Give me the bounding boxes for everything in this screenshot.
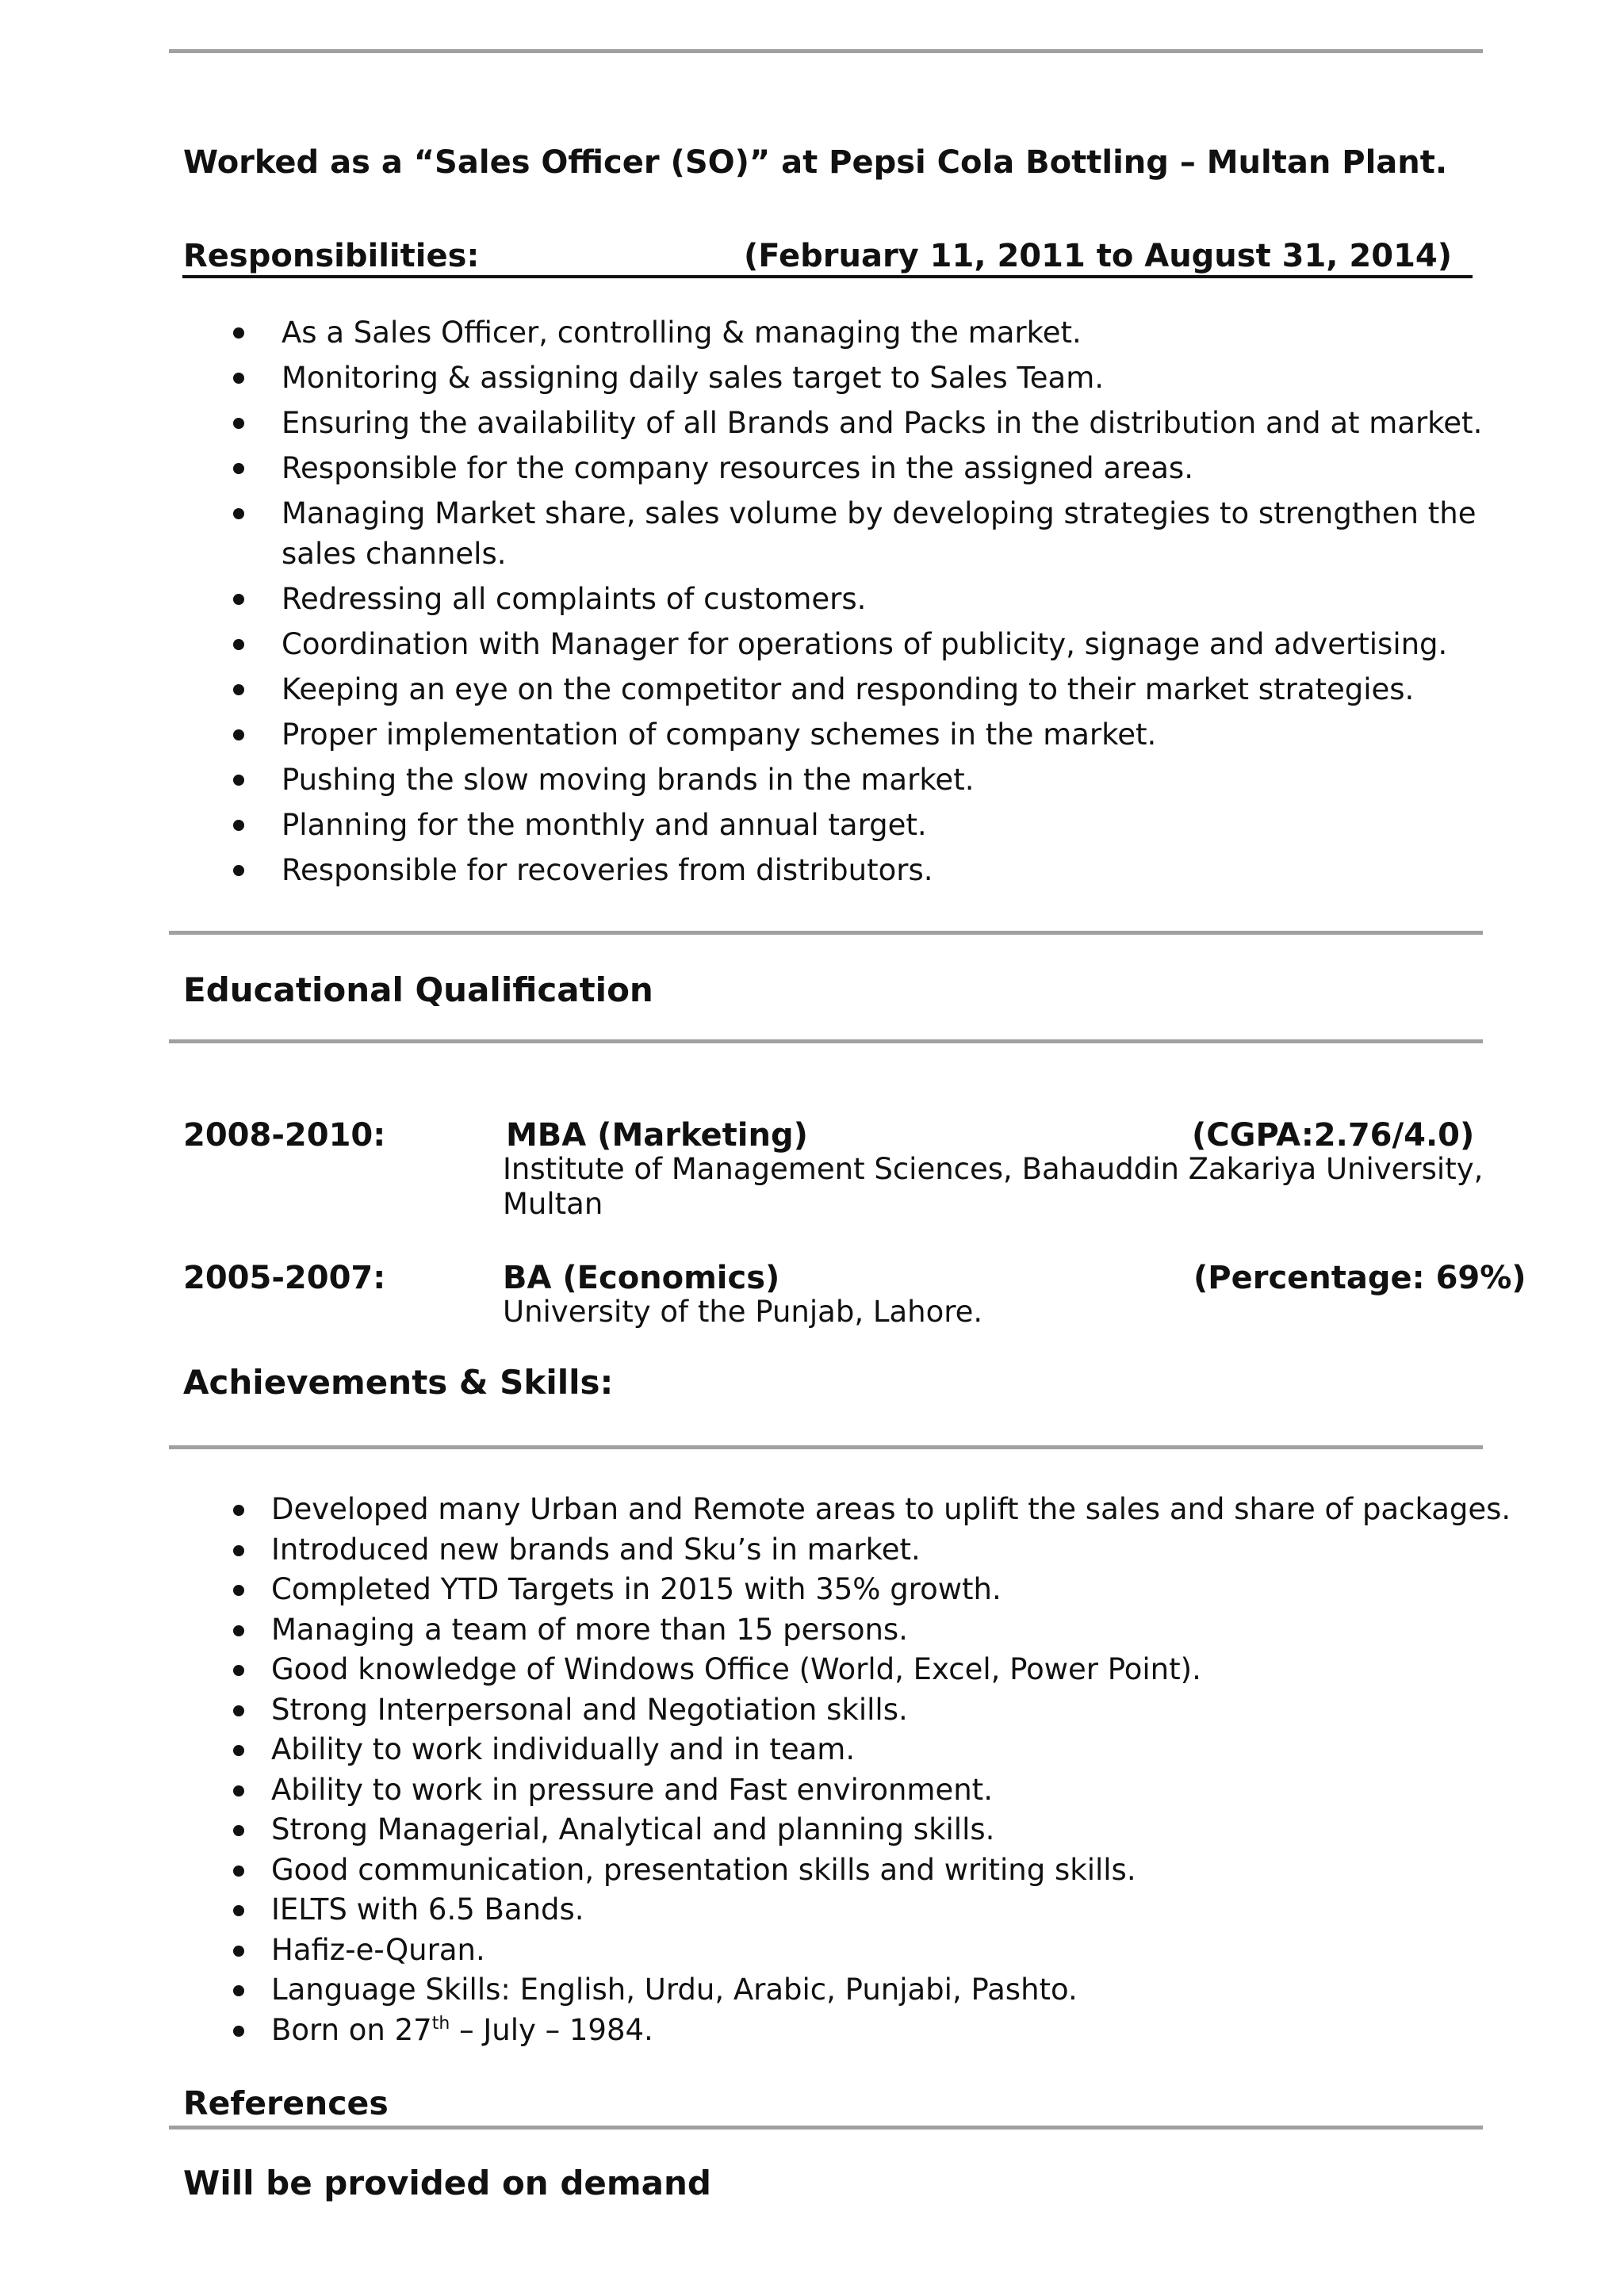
education-institute: Institute of Management Sciences, Bahauddin Zakariya University, (503, 1152, 1484, 1186)
birthdate-prefix: Born on 27 (271, 2012, 432, 2047)
education-heading: Educational Qualification (183, 970, 653, 1009)
list-item: Coordination with Manager for operations of publicity, signage and advertising. (282, 624, 1487, 664)
list-item: Introduced new brands and Sku’s in market. (271, 1530, 1461, 1571)
experience-title: Worked as a “Sales Officer (SO)” at Pepsi Cola Bottling – Multan Plant. (183, 144, 1448, 181)
education-score: (CGPA:2.76/4.0) (1192, 1117, 1475, 1154)
list-item: Proper implementation of company schemes in the market. (282, 714, 1487, 755)
birthdate-ordinal: th (431, 2013, 450, 2034)
education-degree: MBA (Marketing) (506, 1117, 808, 1154)
list-item: Keeping an eye on the competitor and responding to their market strategies. (282, 669, 1487, 710)
list-item: Good communication, presentation skills and writing skills. (271, 1850, 1461, 1891)
list-item: Completed YTD Targets in 2015 with 35% growth. (271, 1570, 1461, 1610)
section-divider (169, 2126, 1483, 2130)
education-degree: BA (Economics) (503, 1260, 780, 1296)
list-item: Responsible for recoveries from distributors. (282, 850, 1487, 890)
list-item: Ability to work individually and in team. (271, 1730, 1461, 1770)
list-item: Ensuring the availability of all Brands and Packs in the distribution and at market. (282, 403, 1487, 443)
list-item: Ability to work in pressure and Fast environment. (271, 1770, 1461, 1811)
birthdate-suffix: – July – 1984. (450, 2012, 653, 2047)
references-heading: References (183, 2084, 389, 2122)
section-divider (169, 931, 1483, 935)
list-item: IELTS with 6.5 Bands. (271, 1890, 1461, 1931)
list-item: Hafiz-e-Quran. (271, 1931, 1461, 1971)
top-divider (169, 49, 1483, 53)
list-item: Managing a team of more than 15 persons. (271, 1610, 1461, 1651)
education-years: 2005-2007: (183, 1260, 386, 1296)
list-item: Strong Managerial, Analytical and planning skills. (271, 1810, 1461, 1850)
list-item: As a Sales Officer, controlling & managing the market. (282, 312, 1487, 353)
responsibilities-label: Responsibilities: (183, 238, 480, 274)
list-item-birthdate (271, 2011, 1461, 2051)
list-item: Good knowledge of Windows Office (World, Excel, Power Point). (271, 1650, 1461, 1690)
list-item: Managing Market share, sales volume by developing strategies to strengthen the sales channels. (282, 493, 1487, 574)
skills-heading: Achievements & Skills: (183, 1363, 614, 1402)
responsibilities-list (282, 312, 1487, 895)
education-institute: University of the Punjab, Lahore. (503, 1295, 983, 1329)
list-item: Planning for the monthly and annual target. (282, 805, 1487, 845)
education-years: 2008-2010: (183, 1117, 386, 1154)
section-divider (169, 1039, 1483, 1043)
list-item: Redressing all complaints of customers. (282, 579, 1487, 619)
list-item: Monitoring & assigning daily sales target to Sales Team. (282, 358, 1487, 398)
education-score: (Percentage: 69%) (1193, 1260, 1526, 1296)
list-item: Language Skills: English, Urdu, Arabic, Punjabi, Pashto. (271, 1970, 1461, 2011)
section-divider (169, 1445, 1483, 1449)
list-item: Developed many Urban and Remote areas to uplift the sales and share of packages. (271, 1490, 1461, 1530)
education-institute-city: Multan (503, 1187, 603, 1221)
employment-period: (February 11, 2011 to August 31, 2014) (744, 238, 1453, 274)
responsibilities-underline (182, 275, 1473, 278)
skills-list (271, 1490, 1511, 2050)
list-item: Responsible for the company resources in the assigned areas. (282, 448, 1487, 488)
references-text: Will be provided on demand (183, 2164, 711, 2202)
list-item: Pushing the slow moving brands in the market. (282, 760, 1487, 800)
list-item: Strong Interpersonal and Negotiation skills. (271, 1690, 1461, 1731)
